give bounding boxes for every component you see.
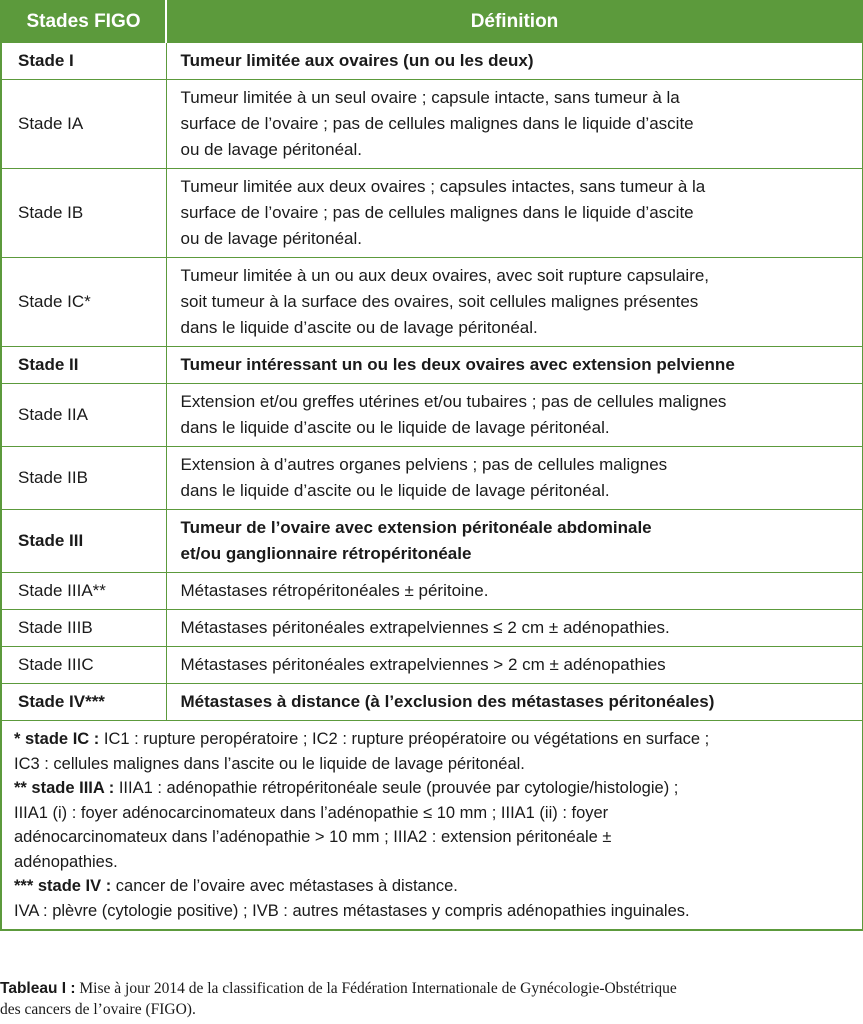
table-row <box>1 510 863 573</box>
definition-cell <box>166 610 863 647</box>
definition-line: Tumeur limitée aux deux ovaires ; capsules intactes, sans tumeur à la <box>180 177 706 196</box>
note-line <box>14 727 854 752</box>
note-text: IIIA1 : adénopathie rétropéritonéale seule (prouvée par cytologie/histologie) ; <box>114 779 679 797</box>
caption-label: Tableau I : <box>0 980 76 997</box>
stage-cell: Stade IB <box>1 169 166 258</box>
definition-cell <box>166 647 863 684</box>
stage-cell: Stade III <box>1 510 166 573</box>
table-row <box>1 573 863 610</box>
table-row <box>1 169 863 258</box>
definition-line: Tumeur limitée à un seul ovaire ; capsule intacte, sans tumeur à la <box>180 88 680 107</box>
note-text: IC1 : rupture peropératoire ; IC2 : rupture préopératoire ou végétations en surface ; <box>99 730 710 748</box>
note-line <box>14 776 854 801</box>
table-row <box>1 258 863 347</box>
definition-line: Métastases péritonéales extrapelviennes > 2 cm ± adénopathies <box>180 655 666 674</box>
definition-line: Tumeur limitée à un ou aux deux ovaires, avec soit rupture capsulaire, <box>180 266 710 285</box>
definition-line: ou de lavage péritonéal. <box>180 140 362 159</box>
note-line: adénocarcinomateux dans l’adénopathie > 10 mm ; IIIA2 : extension péritonéale ± <box>14 828 612 846</box>
table-row <box>1 610 863 647</box>
table-row <box>1 684 863 721</box>
note-line: adénopathies. <box>14 852 118 871</box>
definition-line: Extension à d’autres organes pelviens ; pas de cellules malignes <box>180 455 668 474</box>
table-header-row <box>1 1 863 43</box>
stage-cell: Stade I <box>1 43 166 80</box>
definition-cell <box>166 258 863 347</box>
definition-line: dans le liquide d’ascite ou le liquide de lavage péritonéal. <box>180 481 610 500</box>
table-row <box>1 384 863 447</box>
note-label-ic: * stade IC : <box>14 730 100 748</box>
definition-cell <box>166 80 863 169</box>
table-row <box>1 647 863 684</box>
definition-cell <box>166 573 863 610</box>
table-notes <box>1 721 863 931</box>
caption-text-line2: des cancers de l’ovaire (FIGO). <box>0 1001 196 1018</box>
definition-line: et/ou ganglionnaire rétropéritonéale <box>180 544 472 563</box>
stage-cell: Stade IC* <box>1 258 166 347</box>
notes-row <box>1 721 863 931</box>
caption-text: Mise à jour 2014 de la classification de la Fédération Internationale de Gynécologie-Obstétrique <box>75 980 677 997</box>
table-caption <box>0 978 863 1020</box>
header-stades-figo: Stades FIGO <box>1 1 166 43</box>
note-line: IIIA1 (i) : foyer adénocarcinomateux dans l’adénopathie ≤ 10 mm ; IIIA1 (ii) : foyer <box>14 803 609 822</box>
definition-line: Extension et/ou greffes utérines et/ou tubaires ; pas de cellules malignes <box>180 392 727 411</box>
stage-cell: Stade IIIC <box>1 647 166 684</box>
definition-line: soit tumeur à la surface des ovaires, soit cellules malignes présentes <box>180 292 699 311</box>
definition-cell <box>166 447 863 510</box>
definition-line: Tumeur limitée aux ovaires (un ou les deux) <box>180 51 534 70</box>
table-row <box>1 43 863 80</box>
definition-line: ou de lavage péritonéal. <box>180 229 362 248</box>
header-definition: Définition <box>166 1 863 43</box>
stage-cell: Stade IIIB <box>1 610 166 647</box>
note-label-iiia: ** stade IIIA : <box>14 779 115 797</box>
definition-cell <box>166 347 863 384</box>
stage-cell: Stade IV*** <box>1 684 166 721</box>
note-text: cancer de l’ovaire avec métastases à distance. <box>111 877 458 895</box>
definition-line: dans le liquide d’ascite ou de lavage péritonéal. <box>180 318 538 337</box>
definition-cell <box>166 169 863 258</box>
note-label-iv: *** stade IV : <box>14 877 112 895</box>
table-row <box>1 80 863 169</box>
definition-cell <box>166 510 863 573</box>
definition-cell <box>166 43 863 80</box>
definition-line: Métastases rétropéritonéales ± péritoine. <box>180 581 489 600</box>
stage-cell: Stade IIB <box>1 447 166 510</box>
table-row <box>1 347 863 384</box>
definition-line: dans le liquide d’ascite ou le liquide de lavage péritonéal. <box>180 418 610 437</box>
table-row <box>1 447 863 510</box>
stage-cell: Stade IIIA** <box>1 573 166 610</box>
definition-line: Tumeur de l’ovaire avec extension péritonéale abdominale <box>180 518 652 537</box>
definition-line: surface de l’ovaire ; pas de cellules malignes dans le liquide d’ascite <box>180 114 694 133</box>
definition-line: Métastases à distance (à l’exclusion des métastases péritonéales) <box>180 692 715 711</box>
note-line: IVA : plèvre (cytologie positive) ; IVB : autres métastases y compris adénopathies inguinales. <box>14 901 690 920</box>
stage-cell: Stade IA <box>1 80 166 169</box>
definition-cell <box>166 684 863 721</box>
stage-cell: Stade II <box>1 347 166 384</box>
note-line <box>14 874 854 899</box>
note-line: IC3 : cellules malignes dans l’ascite ou le liquide de lavage péritonéal. <box>14 754 525 773</box>
definition-cell <box>166 384 863 447</box>
definition-line: Métastases péritonéales extrapelviennes ≤ 2 cm ± adénopathies. <box>180 618 670 637</box>
stage-cell: Stade IIA <box>1 384 166 447</box>
definition-line: surface de l’ovaire ; pas de cellules malignes dans le liquide d’ascite <box>180 203 694 222</box>
definition-line: Tumeur intéressant un ou les deux ovaires avec extension pelvienne <box>180 355 735 374</box>
